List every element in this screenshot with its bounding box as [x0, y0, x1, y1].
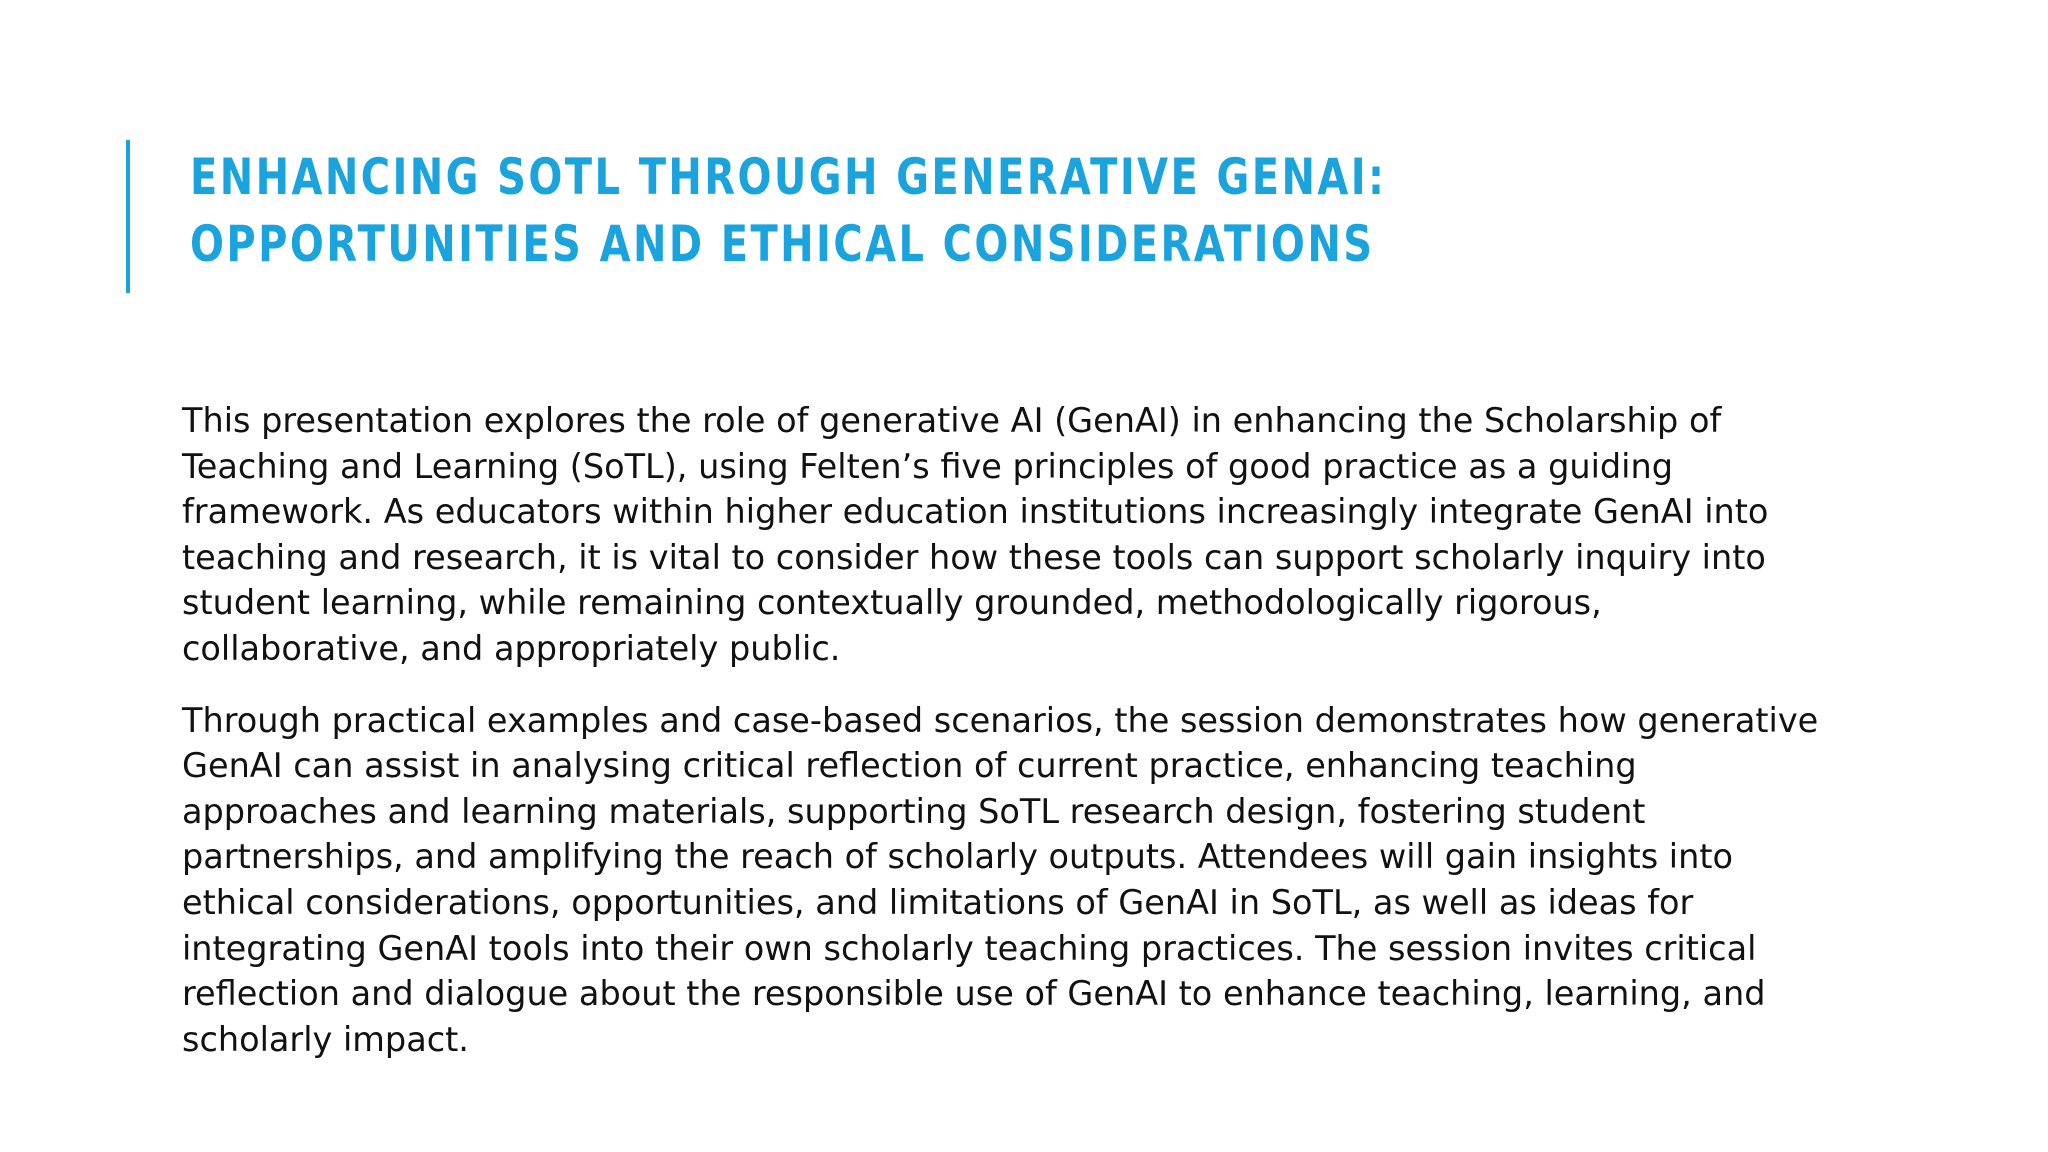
slide-title	[190, 144, 1590, 278]
slide-title-line-1: ENHANCING SOTL THROUGH GENERATIVE GENAI:	[190, 148, 1387, 206]
title-accent-bar	[126, 140, 130, 293]
body-paragraph-2: Through practical examples and case-based scenarios, the session demonstrates how generative GenAI can assist in analysing critical reflection of current practice, enhancing teaching approaches and learning materials, supporting SoTL research design, fostering student partnerships, and amplifying the reach of scholarly outputs. Attendees will gain insights into ethical considerations, opportunities, and limitations of GenAI in SoTL, as well as ideas for integrating GenAI tools into their own scholarly teaching practices. The session invites critical reflection and dialogue about the responsible use of GenAI to enhance teaching, learning, and scholarly impact.	[182, 700, 1819, 1059]
body-paragraph-1: This presentation explores the role of generative AI (GenAI) in enhancing the Scholarship of Teaching and Learning (SoTL), using Felten’s five principles of good practice as a guiding framework. As educators within higher education institutions increasingly integrate GenAI into teaching and research, it is vital to consider how these tools can support scholarly inquiry into student learning, while remaining contextually grounded, methodologically rigorous, collaborative, and appropriately public.	[182, 401, 1769, 668]
slide-body	[182, 398, 1822, 1088]
slide-title-line-2: OPPORTUNITIES AND ETHICAL CONSIDERATIONS	[190, 215, 1375, 273]
